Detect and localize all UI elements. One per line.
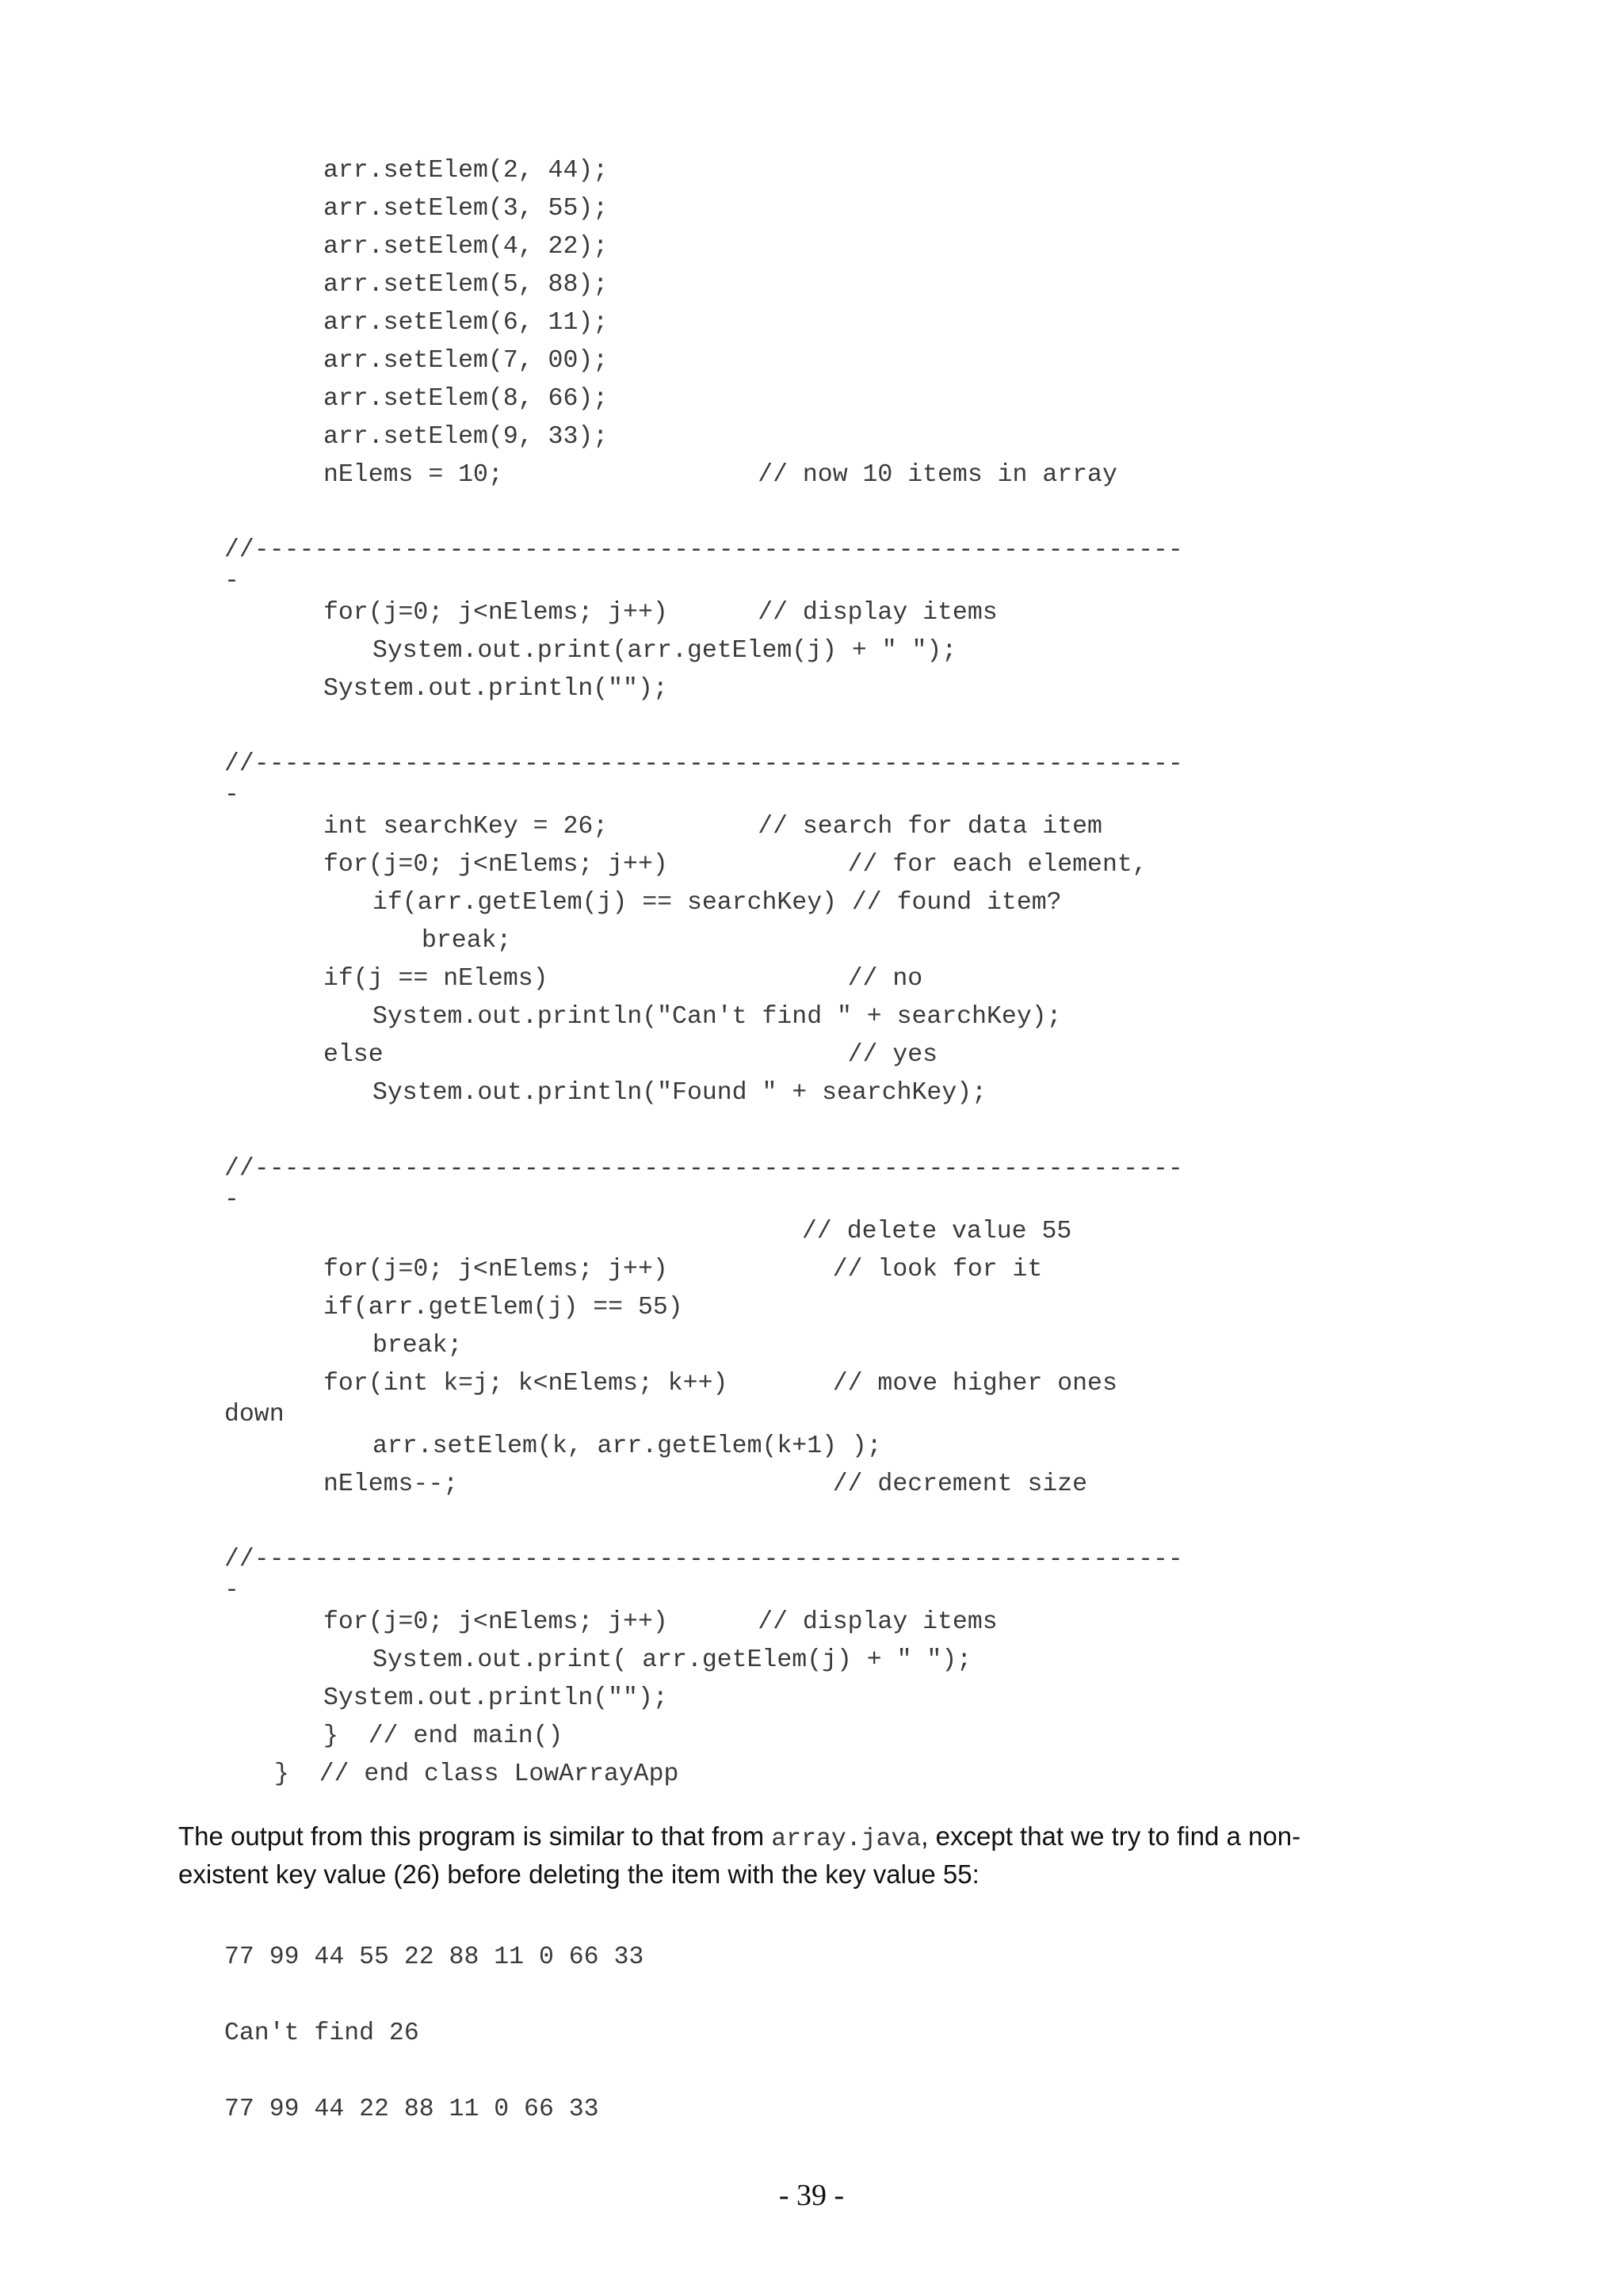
code-separator-wrap: - (224, 1186, 239, 1214)
code-line: if(arr.getElem(j) == searchKey) // found item? (372, 889, 1062, 917)
code-line: else // yes (323, 1041, 938, 1069)
code-separator: //-------------------------------------------------------------- (224, 1155, 1183, 1183)
code-separator-wrap: - (224, 1577, 239, 1604)
code-line: arr.setElem(6, 11); (323, 309, 609, 337)
body-paragraph (178, 1819, 1304, 1892)
code-line: arr.setElem(7, 00); (323, 347, 609, 375)
code-line: break; (422, 927, 512, 955)
code-line: if(arr.getElem(j) == 55) (323, 1294, 683, 1322)
code-line: for(int k=j; k<nElems; k++) // move higher ones (323, 1370, 1117, 1398)
page-number: - 39 - (778, 2179, 845, 2212)
code-line: System.out.print(arr.getElem(j) + " "); (372, 637, 957, 665)
code-line: arr.setElem(k, arr.getElem(k+1) ); (372, 1432, 882, 1460)
code-line: nElems = 10; // now 10 items in array (323, 461, 1117, 489)
code-line: } // end class LowArrayApp (274, 1760, 679, 1788)
program-output-line: 77 99 44 55 22 88 11 0 66 33 (224, 1943, 644, 1971)
code-line-wrap: down (224, 1401, 285, 1428)
code-line: arr.setElem(9, 33); (323, 423, 609, 451)
program-output-line: 77 99 44 22 88 11 0 66 33 (224, 2096, 599, 2123)
code-separator: //-------------------------------------------------------------- (224, 536, 1183, 564)
code-line: arr.setElem(5, 88); (323, 271, 609, 299)
paragraph-text: The output from this program is similar to that from (178, 1821, 772, 1851)
code-line: System.out.print( arr.getElem(j) + " "); (372, 1646, 972, 1674)
code-line: if(j == nElems) // no (323, 965, 923, 993)
code-line: for(j=0; j<nElems; j++) // look for it (323, 1256, 1043, 1283)
code-line: nElems--; // decrement size (323, 1470, 1088, 1498)
paragraph-text: , except that we try to find a non-existent key value (26) before deleting the item with the key value 55: (178, 1821, 1301, 1889)
program-output-line: Can't find 26 (224, 2019, 419, 2047)
code-line: } // end main() (323, 1722, 563, 1750)
code-line: System.out.println("Can't find " + searchKey); (372, 1003, 1062, 1031)
code-line: arr.setElem(2, 44); (323, 157, 609, 185)
code-separator-wrap: - (224, 781, 239, 809)
code-line: int searchKey = 26; // search for data item (323, 813, 1102, 841)
code-separator: //-------------------------------------------------------------- (224, 750, 1183, 778)
code-line: arr.setElem(8, 66); (323, 385, 609, 413)
code-line: System.out.println(""); (323, 675, 668, 703)
code-line: System.out.println("Found " + searchKey); (372, 1079, 987, 1107)
code-line: for(j=0; j<nElems; j++) // display items (323, 599, 998, 627)
code-line: arr.setElem(4, 22); (323, 233, 609, 261)
code-line: System.out.println(""); (323, 1684, 668, 1712)
code-line: for(j=0; j<nElems; j++) // for each element, (323, 851, 1148, 879)
code-line: for(j=0; j<nElems; j++) // display items (323, 1608, 998, 1636)
code-separator-wrap: - (224, 567, 239, 595)
code-line: arr.setElem(3, 55); (323, 195, 609, 223)
code-separator: //-------------------------------------------------------------- (224, 1546, 1183, 1573)
code-comment: // delete value 55 (802, 1218, 1072, 1245)
code-line: break; (372, 1332, 463, 1360)
inline-code-filename: array.java (771, 1825, 922, 1853)
